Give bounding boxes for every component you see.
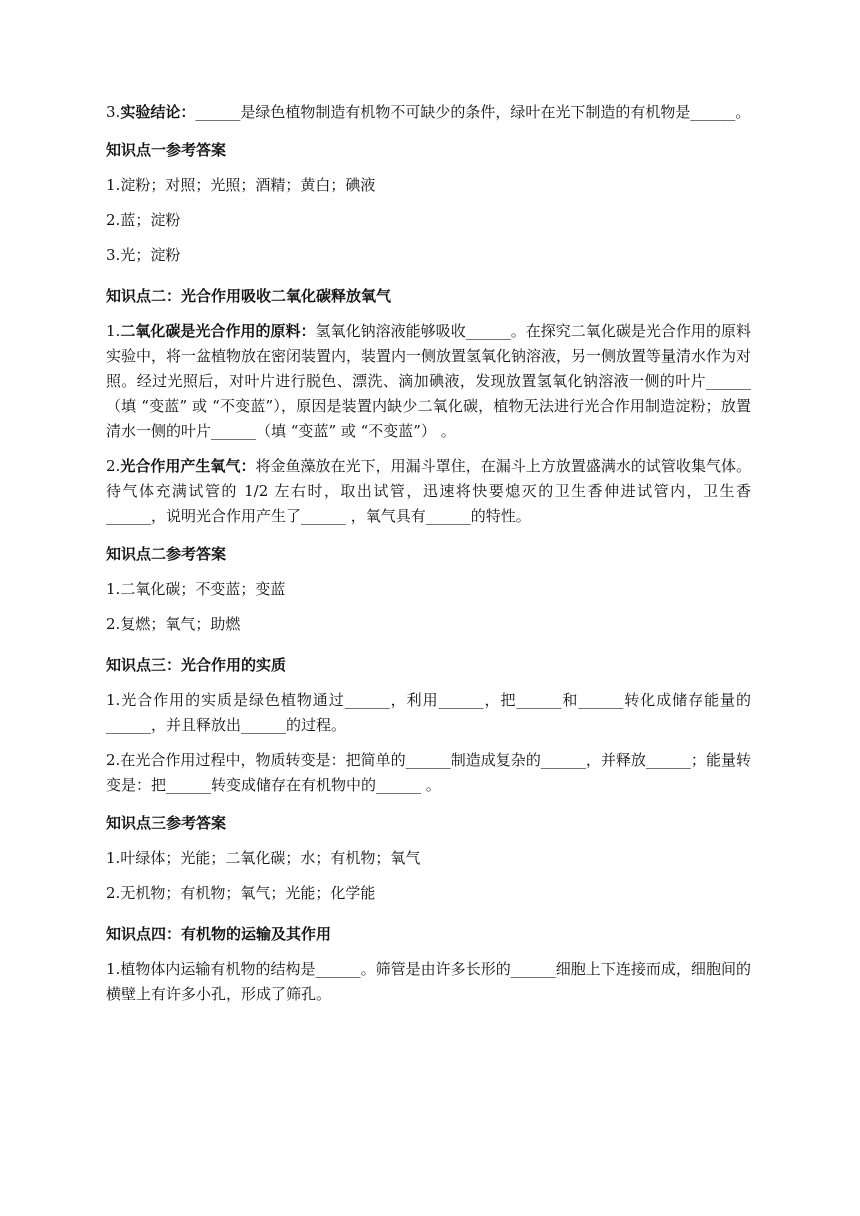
item-number: 2.	[106, 457, 121, 475]
item-number: 1.	[106, 176, 121, 194]
section2-answer-2	[106, 612, 751, 637]
item-number: 2.	[106, 615, 121, 633]
section1-answers-heading: 知识点一参考答案	[106, 141, 227, 159]
section3-item1	[106, 688, 751, 738]
answer-text: 叶绿体；光能；二氧化碳；水；有机物；氧气	[120, 849, 421, 867]
section2-item1	[106, 319, 751, 444]
section3-answer-2	[106, 881, 751, 906]
section3-heading: 知识点三：光合作用的实质	[106, 656, 287, 674]
section3-answers-heading: 知识点三参考答案	[106, 814, 227, 832]
item-number: 1.	[106, 580, 121, 598]
answer-text: 淀粉；对照；光照；酒精；黄白；碘液	[120, 176, 376, 194]
answer-text: 蓝；淀粉	[120, 211, 181, 229]
section4-item1	[106, 957, 751, 1007]
item-text: 氢氧化钠溶液能够吸收______。在探究二氧化碳是光合作用的原料实验中，将一盆植物放在密闭装置内，装置内一侧放置氢氧化钠溶液，另一侧放置等量清水作为对照。经过光照后，对叶片进行脱色、漂洗、滴加碘液，发现放置氢氧化钠溶液一侧的叶片______（填 “变蓝” 或 “不变蓝”），原因是装置内缺少二氧化碳，植物无法进行光合作用制造淀粉；放置清水一侧的叶片______（填 “变蓝” 或 “不变蓝”） 。	[106, 322, 752, 440]
item-text: 在光合作用过程中，物质转变是：把简单的______制造成复杂的______，并释放______；能量转变是：把______转变成储存在有机物中的______ 。	[106, 751, 751, 794]
answer-text: 复燃；氧气；助燃	[120, 615, 241, 633]
section3-answer-1	[106, 846, 751, 871]
section2-answer-1	[106, 577, 751, 602]
section2-heading: 知识点二：光合作用吸收二氧化碳释放氧气	[106, 287, 392, 305]
answer-text: 光；淀粉	[120, 246, 181, 264]
section2-answers-heading: 知识点二参考答案	[106, 545, 227, 563]
answer-text: 二氧化碳；不变蓝；变蓝	[120, 580, 286, 598]
item-number: 1.	[106, 960, 121, 978]
item-number: 2.	[106, 751, 121, 769]
item-lead: 实验结论：	[120, 103, 196, 121]
item-number: 1.	[106, 322, 121, 340]
item-text: ______是绿色植物制造有机物不可缺少的条件，绿叶在光下制造的有机物是______。	[195, 103, 751, 121]
item-text: 植物体内运输有机物的结构是______。筛管是由许多长形的______细胞上下连接而成，细胞间的横壁上有许多小孔，形成了筛孔。	[106, 960, 751, 1003]
section1-item3	[106, 100, 751, 125]
section4-heading: 知识点四：有机物的运输及其作用	[106, 925, 332, 943]
document-page	[106, 100, 751, 1007]
item-number: 3.	[106, 103, 121, 121]
item-lead: 二氧化碳是光合作用的原料：	[120, 322, 316, 340]
item-lead: 光合作用产生氧气：	[120, 457, 256, 475]
item-text: 将金鱼藻放在光下，用漏斗罩住，在漏斗上方放置盛满水的试管收集气体。待气体充满试管的 1/2 左右时，取出试管，迅速将快要熄灭的卫生香伸进试管内，卫生香______，说明光合作用产生了______ ，氧气具有______的特性。	[106, 457, 751, 525]
item-number: 3.	[106, 246, 121, 264]
item-number: 1.	[106, 691, 121, 709]
item-number: 2.	[106, 884, 121, 902]
section1-answer-1	[106, 173, 751, 198]
item-text: 光合作用的实质是绿色植物通过______，利用______，把______和______转化成储存能量的______，并且释放出______的过程。	[106, 691, 751, 734]
item-number: 1.	[106, 849, 121, 867]
item-number: 2.	[106, 211, 121, 229]
section1-answer-3	[106, 243, 751, 268]
section1-answer-2	[106, 208, 751, 233]
section3-item2	[106, 748, 751, 798]
section2-item2	[106, 454, 751, 529]
answer-text: 无机物；有机物；氧气；光能；化学能	[120, 884, 376, 902]
